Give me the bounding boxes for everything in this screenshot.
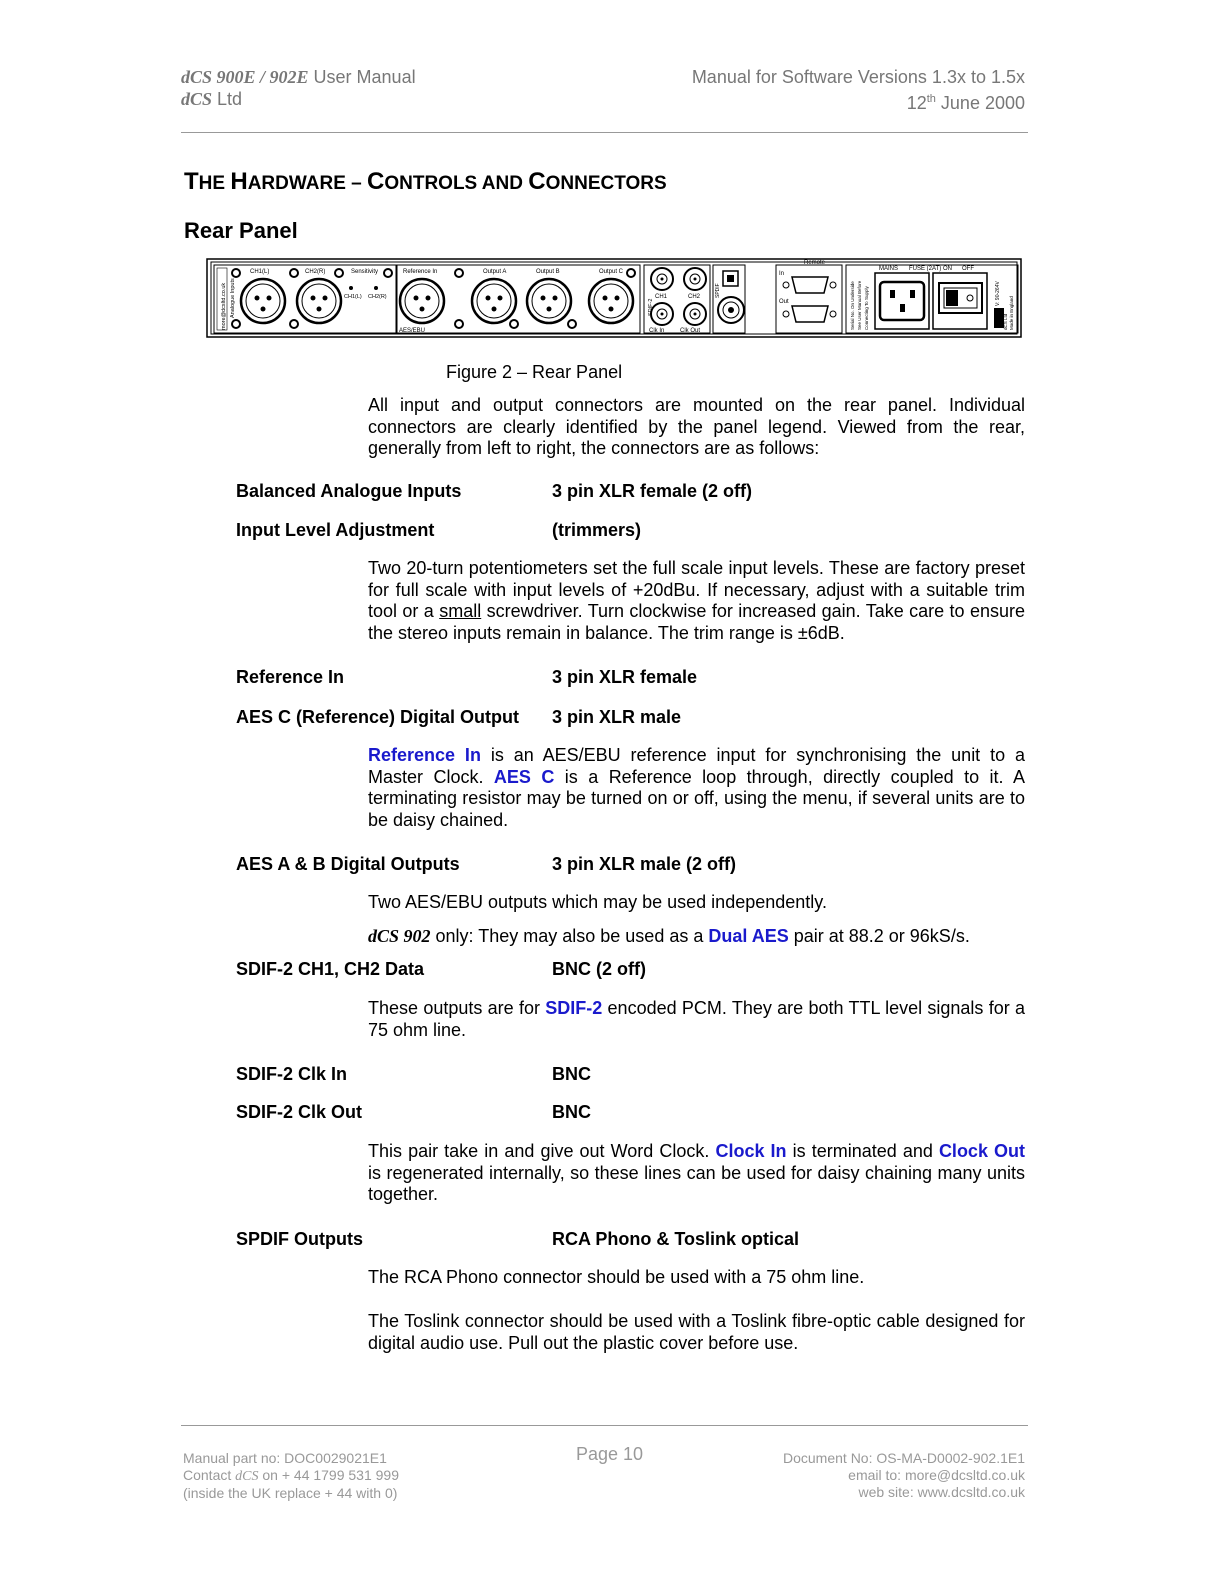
svg-text:Sensitivity: Sensitivity: [351, 269, 379, 275]
svg-text:In: In: [779, 271, 785, 277]
value-aes-ab: 3 pin XLR male (2 off): [552, 854, 737, 874]
input-level-paragraph: Two 20-turn potentiometers set the full scale input levels. These are factory preset for full scale with input levels of +20dBu. If necessary, adjust with a suitable trim tool or a small screwdriver. Turn clockwise for increased gain. Take care to ensure the stereo inputs remain in balance. The trim range is ±6dB.: [368, 558, 1025, 643]
clock-paragraph: This pair take in and give out Word Clock. Clock In is terminated and Clock Out is regenerated internally, so these lines can be used for daisy chaining many units together.: [368, 1141, 1026, 1204]
spdif-paragraph-2: The Toslink connector should be used with a Toslink fibre-optic cable designed for digital audio use. Pull out the plastic cover before use.: [368, 1311, 1025, 1353]
header-rule: [181, 132, 1028, 133]
header-software-versions: Manual for Software Versions 1.3x to 1.5x: [691, 67, 1025, 87]
svg-text:Analogue Inputs: Analogue Inputs: [230, 278, 236, 318]
svg-text:SDIF-2: SDIF-2: [648, 298, 654, 316]
label-sdif-data: SDIF-2 CH1, CH2 Data: [236, 959, 425, 979]
svg-text:more@dcsltd.co.uk: more@dcsltd.co.uk: [221, 282, 227, 330]
header-right: [692, 66, 1025, 114]
footer-uk-note: (inside the UK replace + 44 with 0): [183, 1485, 398, 1501]
value-clk-in: BNC: [552, 1064, 591, 1084]
label-input-level: Input Level Adjustment: [236, 520, 435, 540]
sdif-paragraph: These outputs are for SDIF-2 encoded PCM. They are both TTL level signals for a 75 ohm line.: [368, 998, 1026, 1040]
value-reference-in: 3 pin XLR female: [552, 667, 698, 687]
value-clk-out: BNC: [552, 1102, 591, 1122]
svg-text:SPDIF: SPDIF: [715, 283, 721, 298]
svg-text:Serial No. On Underside: Serial No. On Underside: [850, 281, 855, 330]
footer-website[interactable]: web site: www.dcsltd.co.uk: [858, 1484, 1025, 1500]
svg-text:Made in England: Made in England: [1009, 296, 1014, 330]
svg-text:CH2(R): CH2(R): [368, 294, 387, 300]
svg-text:Output B: Output B: [536, 269, 560, 275]
svg-text:dCS Ltd: dCS Ltd: [1003, 313, 1008, 330]
footer-contact: Contact dCS on + 44 1799 531 999: [183, 1467, 400, 1484]
svg-text:Remote: Remote: [804, 260, 826, 266]
value-sdif-data: BNC (2 off): [552, 959, 646, 979]
label-clk-in: SDIF-2 Clk In: [236, 1064, 348, 1084]
svg-text:OFF: OFF: [962, 266, 974, 272]
footer-doc-no: Document No: OS-MA-D0002-902.1E1: [783, 1450, 1025, 1466]
svg-text:ON: ON: [943, 266, 952, 272]
label-aes-c: AES C (Reference) Digital Output: [236, 707, 520, 727]
svg-text:Reference In: Reference In: [403, 269, 438, 275]
header-manual-title: User Manual: [308, 67, 416, 87]
intro-paragraph: All input and output connectors are mounted on the rear panel. Individual connectors are clearly identified by the panel legend. Viewed from the rear, generally from left to right, the connectors are as follows:: [368, 395, 1025, 458]
svg-text:See User Manual Before: See User Manual Before: [857, 280, 862, 330]
svg-text:CH1(L): CH1(L): [250, 269, 270, 275]
svg-text:Output C: Output C: [599, 269, 624, 275]
svg-text:AES/EBU: AES/EBU: [399, 328, 426, 334]
value-spdif: RCA Phono & Toslink optical: [552, 1229, 799, 1249]
label-clk-out: SDIF-2 Clk Out: [236, 1102, 363, 1122]
label-balanced-inputs: Balanced Analogue Inputs: [236, 481, 462, 501]
aes-ab-paragraph: Two AES/EBU outputs which may be used independently.: [368, 892, 827, 912]
label-spdif: SPDIF Outputs: [236, 1229, 363, 1249]
header-date: 12th June 2000: [906, 93, 1025, 113]
figure-caption: Figure 2 – Rear Panel: [446, 362, 623, 382]
header-brand: dCS: [181, 89, 213, 109]
footer-rule: [181, 1425, 1028, 1426]
svg-text:CH1(L): CH1(L): [344, 294, 362, 300]
value-balanced-inputs: 3 pin XLR female (2 off): [552, 481, 753, 501]
reference-paragraph: Reference In is an AES/EBU reference input for synchronising the unit to a Master Clock. AES C is a Reference loop through, directly coupled to it. A terminating resistor may be turned on or off, using the menu, if several units are to be daisy chained.: [368, 745, 1025, 830]
value-aes-c: 3 pin XLR male: [552, 707, 682, 727]
svg-text:MAINS: MAINS: [879, 266, 899, 272]
svg-text:CH2(R): CH2(R): [305, 269, 326, 275]
header-ltd: Ltd: [212, 89, 243, 109]
spdif-paragraph-1: The RCA Phono connector should be used with a 75 ohm line.: [368, 1267, 865, 1287]
svg-text:Output A: Output A: [483, 269, 507, 275]
svg-text:Clk Out: Clk Out: [680, 328, 701, 334]
svg-text:Out: Out: [779, 299, 789, 305]
header-model: dCS 900E / 902E: [181, 67, 309, 87]
footer-part-no: Manual part no: DOC0029021E1: [183, 1450, 387, 1466]
svg-text:FUSE (2AT): FUSE (2AT): [909, 266, 942, 272]
svg-text:Connecting To Supply: Connecting To Supply: [864, 286, 869, 330]
rear-panel-figure: [206, 258, 1022, 340]
svg-text:CH2: CH2: [688, 294, 701, 300]
footer-email[interactable]: email to: more@dcsltd.co.uk: [848, 1467, 1025, 1483]
page-number: Page 10: [575, 1444, 644, 1464]
footer-right: [783, 1450, 1025, 1501]
label-aes-ab: AES A & B Digital Outputs: [236, 854, 460, 874]
label-reference-in: Reference In: [236, 667, 345, 687]
section-title: THE HARDWARE – CONTROLS AND CONNECTORS: [184, 168, 667, 195]
svg-text:V: 90-264V: V: 90-264V: [995, 281, 1001, 306]
svg-text:CH1: CH1: [655, 294, 668, 300]
svg-text:Clk In: Clk In: [649, 328, 665, 334]
dcs902-paragraph: dCS 902 only: They may also be used as a Dual AES pair at 88.2 or 96kS/s.: [368, 926, 970, 946]
value-input-level: (trimmers): [552, 520, 642, 540]
header-left: [181, 66, 416, 110]
page-subtitle: Rear Panel: [184, 218, 298, 243]
